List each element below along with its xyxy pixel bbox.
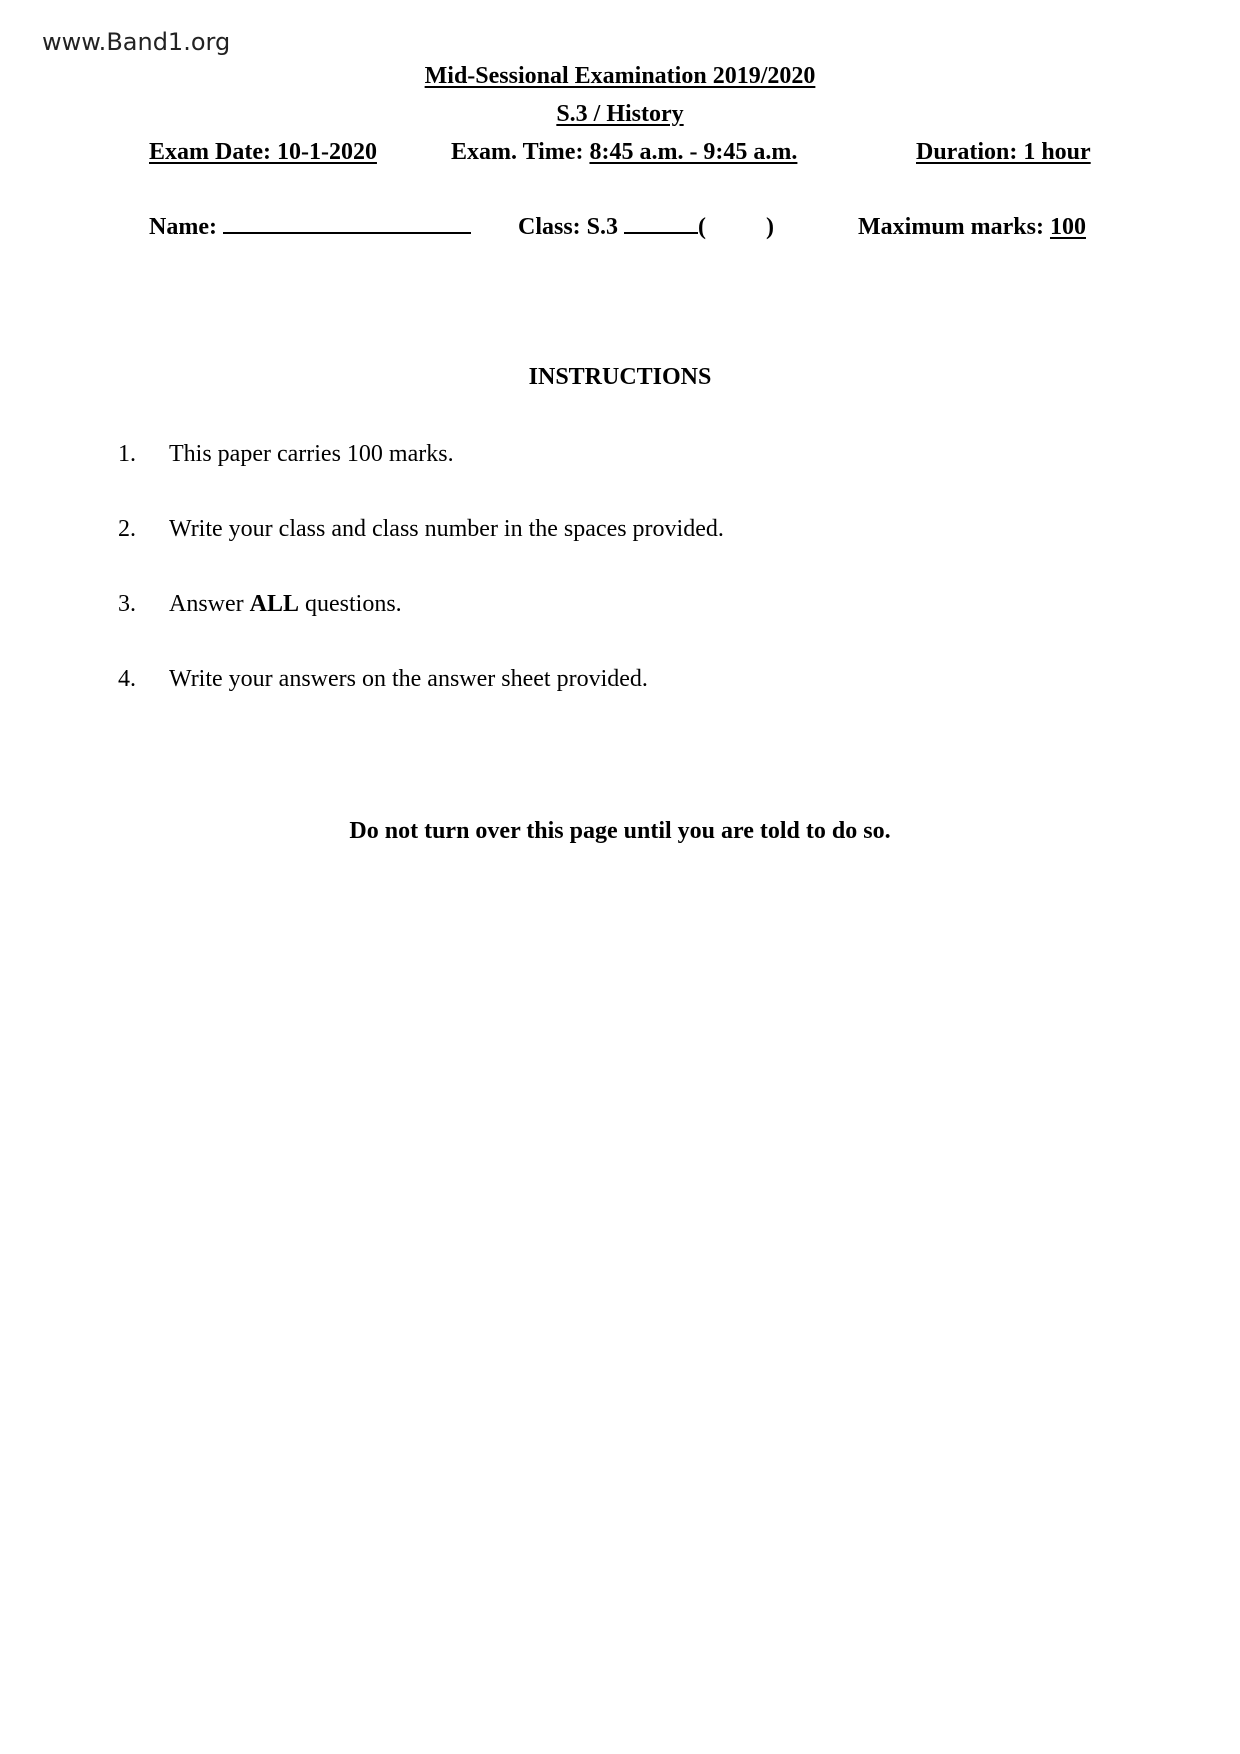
exam-title: Mid-Sessional Examination 2019/2020: [424, 63, 816, 89]
instruction-item: [118, 666, 648, 693]
do-not-turn-warning: Do not turn over this page until you are told to do so.: [349, 818, 891, 844]
instruction-text: Write your answers on the answer sheet provided.: [169, 666, 648, 692]
instruction-text: This paper carries 100 marks.: [169, 441, 454, 467]
instruction-text: Write your class and class number in the spaces provided.: [169, 516, 724, 542]
class-number-close-paren: ): [766, 214, 775, 240]
instruction-text-before: Answer: [169, 591, 250, 617]
exam-duration: Duration: 1 hour: [916, 139, 1091, 165]
instruction-item: [118, 516, 724, 543]
name-blank: [223, 214, 471, 234]
exam-time-value: 8:45 a.m. - 9:45 a.m.: [589, 139, 798, 165]
max-marks-label: Maximum marks:: [858, 214, 1044, 240]
name-label: Name:: [149, 214, 217, 240]
max-marks-value: 100: [1049, 214, 1086, 240]
exam-time: [451, 139, 797, 166]
class-blank: [624, 214, 698, 234]
instruction-number: 4.: [118, 666, 136, 692]
instruction-item: [118, 591, 402, 618]
exam-subject: S.3 / History: [556, 101, 684, 127]
instruction-text-emphasis: ALL: [249, 591, 300, 617]
instructions-heading: INSTRUCTIONS: [528, 364, 712, 390]
name-field: [149, 214, 471, 241]
watermark-url: www.Band1.org: [42, 28, 231, 56]
instruction-text-after: questions.: [299, 591, 402, 617]
maximum-marks: [858, 214, 1086, 241]
class-label: Class: S.3: [518, 214, 619, 240]
exam-date: Exam Date: 10-1-2020: [149, 139, 377, 165]
instruction-number: 1.: [118, 441, 136, 467]
instruction-number: 2.: [118, 516, 136, 542]
exam-time-label: Exam. Time:: [451, 139, 584, 165]
instruction-number: 3.: [118, 591, 136, 617]
class-field: [518, 214, 774, 241]
instruction-item: [118, 441, 454, 468]
class-number-open-paren: (: [698, 214, 707, 240]
